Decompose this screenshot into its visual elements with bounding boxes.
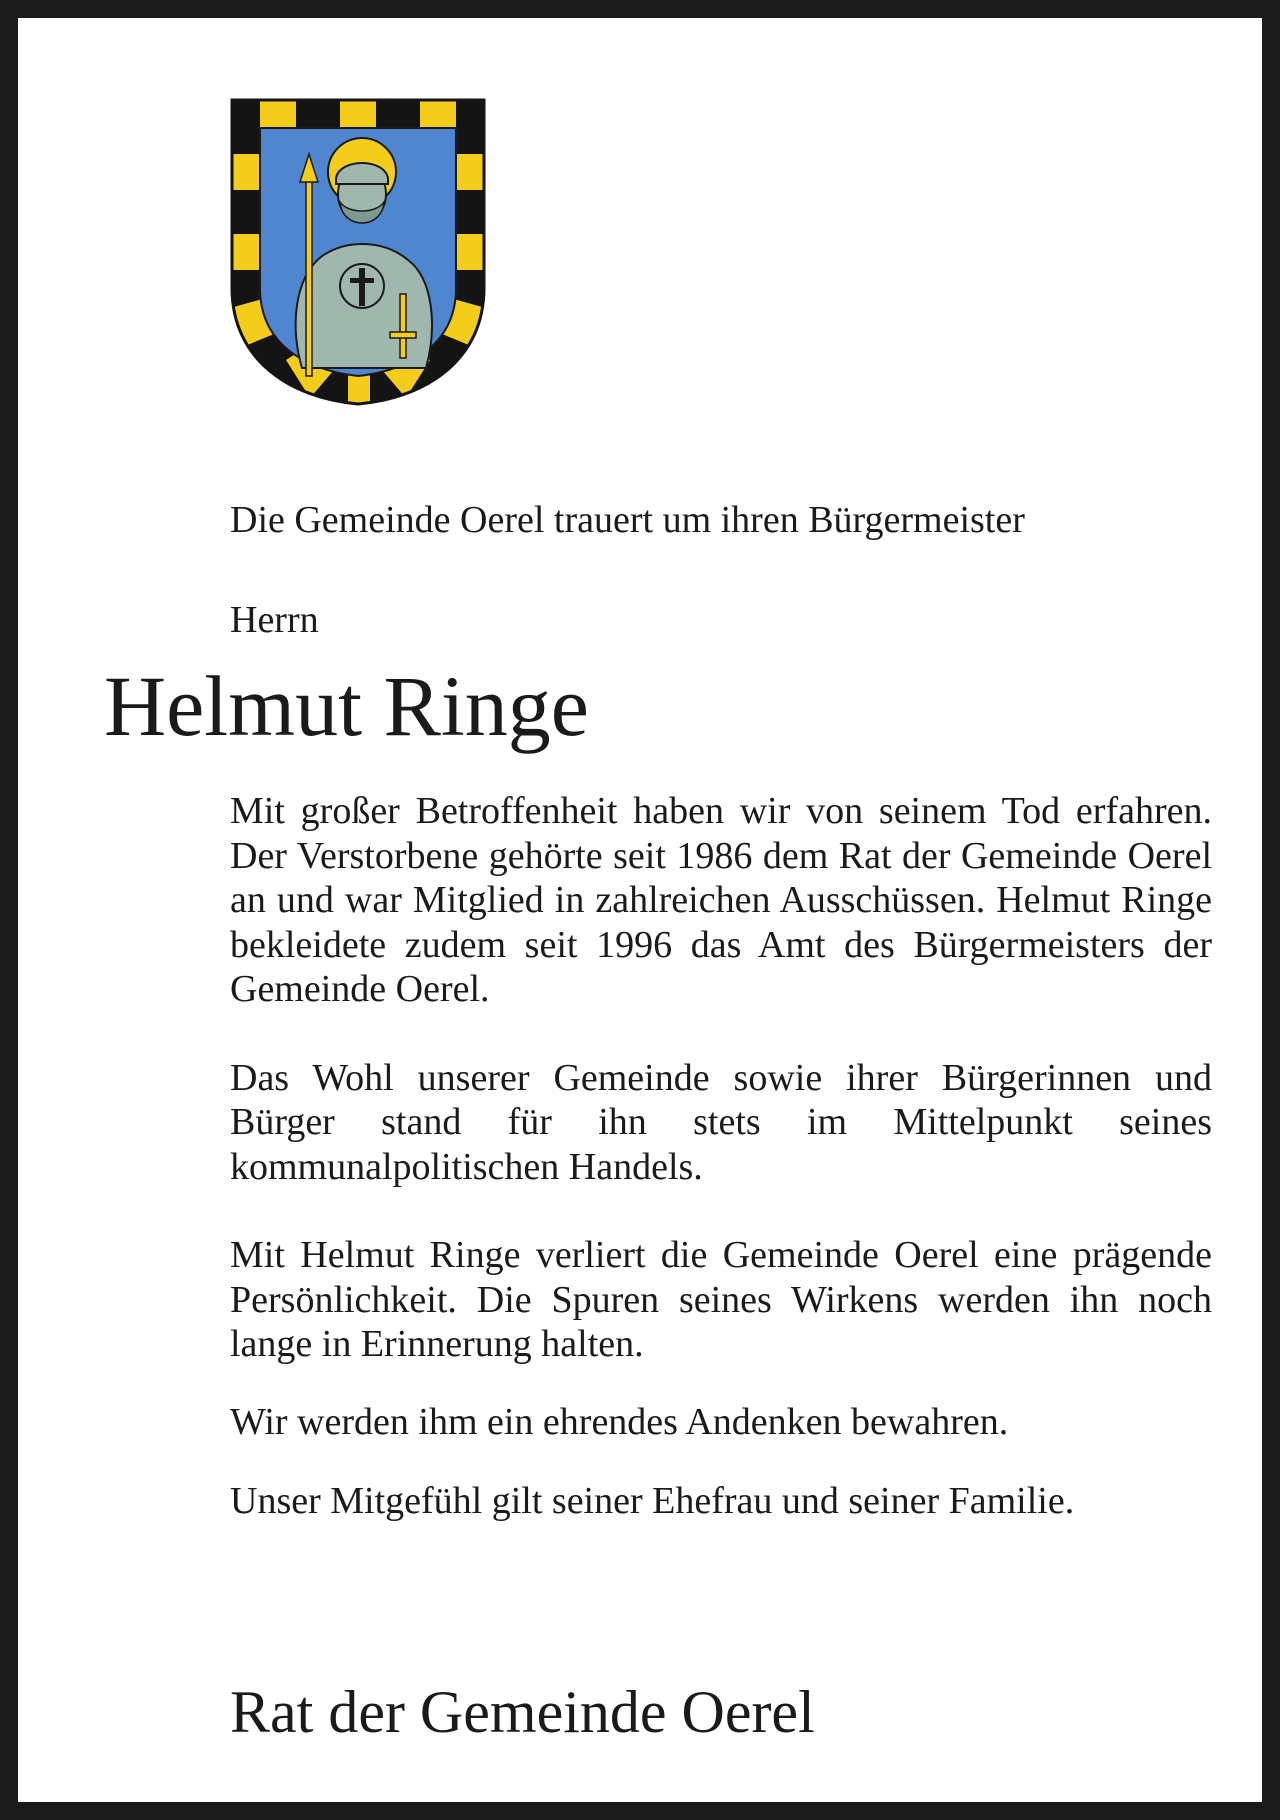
signature: Rat der Gemeinde Oerel (230, 1679, 815, 1745)
paragraph-remembrance: Wir werden ihm ein ehrendes Andenken bewahren. (230, 1400, 1009, 1443)
paragraph-tribute: Mit großer Betroffenheit haben wir von seinem Tod erfahren. Der Verstorbene gehörte seit 1986 dem Rat der Gemeinde Oerel an und war Mitglied in zahlreichen Ausschüssen. Helmut Ringe bekleidete zudem seit 1996 das Amt des Bürgermeisters der Gemeinde Oerel. (230, 790, 1212, 1010)
obituary-body (230, 789, 1212, 1568)
paragraph-condolences: Unser Mitgefühl gilt seiner Ehefrau und seiner Familie. (230, 1480, 1075, 1522)
intro-line: Die Gemeinde Oerel trauert um ihren Bürgermeister (230, 499, 1025, 541)
salutation: Herrn (230, 599, 319, 641)
coat-of-arms-icon (230, 98, 486, 406)
paragraph-legacy: Mit Helmut Ringe verliert die Gemeinde Oerel eine prägende Persönlichkeit. Die Spuren seines Wirkens werden ihn noch lange in Erinnerung halten. (230, 1234, 1212, 1365)
paragraph-community: Das Wohl unserer Gemeinde sowie ihrer Bürgerinnen und Bürger stand für ihn stets im Mittelpunkt seines kommunalpolitischen Handels. (230, 1056, 1212, 1188)
deceased-name: Helmut Ringe (104, 658, 589, 754)
